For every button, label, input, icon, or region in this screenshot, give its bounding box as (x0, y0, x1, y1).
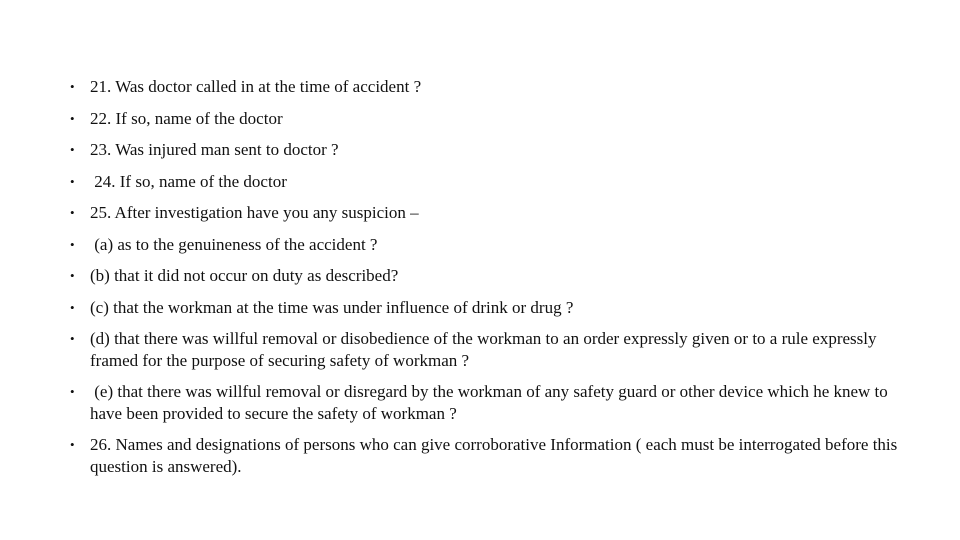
bullet-icon: • (70, 79, 75, 94)
list-item-24 (70, 171, 920, 193)
question-23-text: 23. Was injured man sent to doctor ? (90, 140, 339, 159)
bullet-icon: • (70, 268, 75, 283)
bullet-icon: • (70, 384, 75, 399)
bullet-icon: • (70, 173, 75, 189)
list-item-25c (70, 297, 920, 319)
question-25-text: 25. After investigation have you any suspicion – (90, 203, 419, 222)
question-21-text: 21. Was doctor called in at the time of accident ? (90, 77, 422, 96)
question-25a-text: (a) as to the genuineness of the accident ? (90, 234, 378, 254)
bullet-icon: • (70, 437, 75, 452)
bullet-icon: • (70, 110, 75, 126)
question-24-text: 24. If so, name of the doctor (90, 171, 287, 191)
bullet-icon: • (70, 236, 75, 252)
question-26-text: 26. Names and designations of persons who can give corroborative Information ( each must be interrogated before this question is answered). (90, 435, 898, 476)
question-25d-text: (d) that there was willful removal or disobedience of the workman to an order expressly given or to a rule expressly framed for the purpose of securing safety of workman ? (90, 329, 877, 370)
bullet-icon: • (70, 142, 75, 157)
list-item-26 (70, 434, 920, 478)
list-item-25b (70, 265, 920, 287)
question-25c-text: (c) that the workman at the time was under influence of drink or drug ? (90, 297, 574, 317)
list-item-25e (70, 381, 920, 425)
list-item-21 (70, 76, 920, 98)
list-item-25 (70, 202, 920, 224)
question-list (70, 76, 920, 488)
list-item-25d (70, 328, 920, 372)
question-25b-text: (b) that it did not occur on duty as described? (90, 266, 399, 285)
bullet-icon: • (70, 331, 75, 346)
list-item-23 (70, 139, 920, 161)
bullet-icon: • (70, 299, 75, 315)
bullet-icon: • (70, 205, 75, 220)
list-item-22 (70, 108, 920, 130)
question-22-text: 22. If so, name of the doctor (90, 108, 283, 128)
list-item-25a (70, 234, 920, 256)
question-25e-text: (e) that there was willful removal or disregard by the workman of any safety guard or other device which he knew to have been provided to secure the safety of workman ? (90, 382, 893, 423)
